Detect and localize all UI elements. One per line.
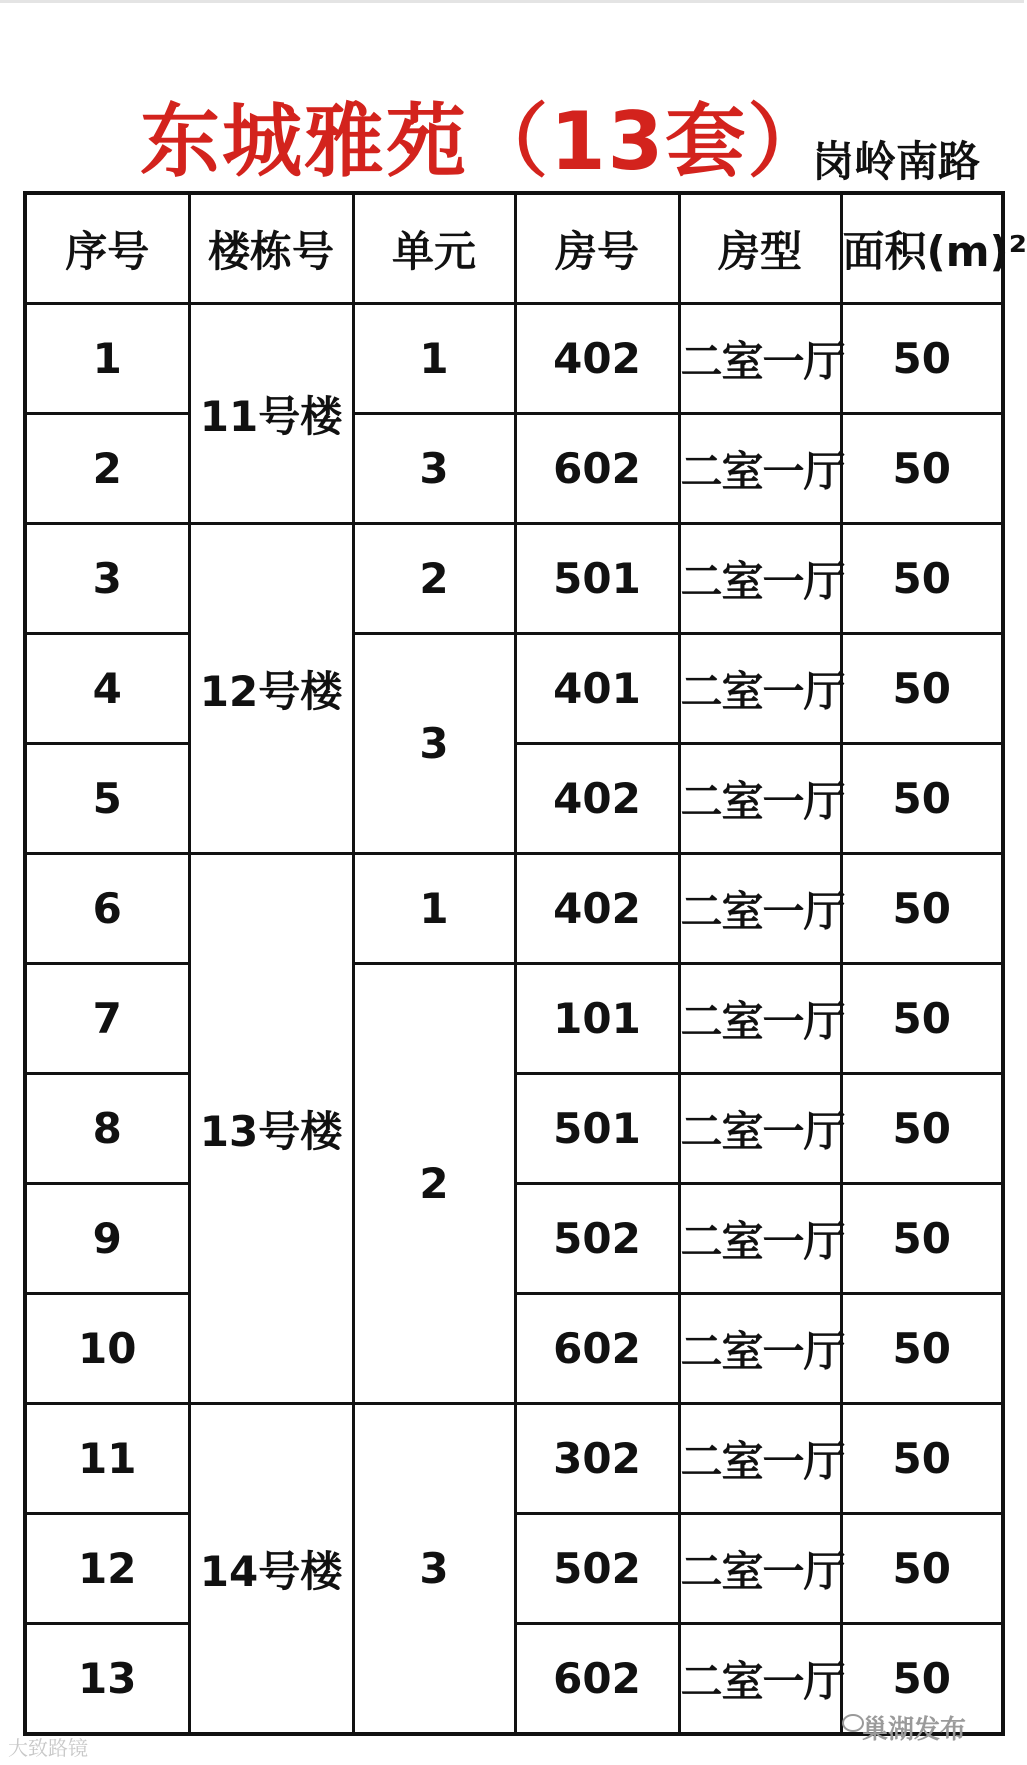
page-title: 东城雅苑（13套） [140, 95, 830, 188]
seq-cell: 3 [25, 524, 189, 634]
unit-cell: 3 [353, 634, 515, 854]
layout-cell: 二室一厅 [679, 854, 841, 964]
header-building: 楼栋号 [189, 193, 353, 304]
building-cell: 14号楼 [189, 1404, 353, 1735]
area-cell: 50 [841, 1514, 1003, 1624]
top-border-line [0, 0, 1024, 3]
layout-cell: 二室一厅 [679, 1184, 841, 1294]
header-layout: 房型 [679, 193, 841, 304]
room-cell: 602 [515, 1624, 679, 1735]
table-row [25, 854, 1003, 964]
area-cell: 50 [841, 1624, 1003, 1735]
seq-cell: 12 [25, 1514, 189, 1624]
unit-cell: 3 [353, 414, 515, 524]
layout-cell: 二室一厅 [679, 1624, 841, 1735]
area-cell: 50 [841, 744, 1003, 854]
layout-cell: 二室一厅 [679, 1074, 841, 1184]
table-row [25, 304, 1003, 414]
seq-cell: 7 [25, 964, 189, 1074]
room-cell: 401 [515, 634, 679, 744]
table-row [25, 964, 1003, 1074]
housing-table [23, 191, 1027, 1736]
room-cell: 501 [515, 1074, 679, 1184]
unit-cell: 2 [353, 964, 515, 1404]
room-cell: 101 [515, 964, 679, 1074]
room-cell: 402 [515, 744, 679, 854]
layout-cell: 二室一厅 [679, 1294, 841, 1404]
seq-cell: 8 [25, 1074, 189, 1184]
area-cell: 50 [841, 1404, 1003, 1514]
area-cell: 50 [841, 634, 1003, 744]
wechat-icon [842, 1714, 864, 1732]
seq-cell: 6 [25, 854, 189, 964]
area-cell: 50 [841, 1074, 1003, 1184]
area-cell: 50 [841, 1294, 1003, 1404]
unit-cell: 1 [353, 304, 515, 414]
table-row [25, 1404, 1003, 1514]
layout-cell: 二室一厅 [679, 1514, 841, 1624]
room-cell: 502 [515, 1514, 679, 1624]
area-cell: 50 [841, 1184, 1003, 1294]
location-label: 岗岭南路 [812, 137, 981, 186]
watermark-left: 大致路镜 [8, 1736, 88, 1760]
room-cell: 402 [515, 304, 679, 414]
seq-cell: 13 [25, 1624, 189, 1735]
watermark-right: 巢湖发布 [862, 1715, 967, 1745]
building-cell: 13号楼 [189, 854, 353, 1404]
room-cell: 402 [515, 854, 679, 964]
title-row [0, 92, 1024, 192]
room-cell: 602 [515, 1294, 679, 1404]
header-room: 房号 [515, 193, 679, 304]
unit-cell: 3 [353, 1404, 515, 1735]
seq-cell: 11 [25, 1404, 189, 1514]
seq-cell: 9 [25, 1184, 189, 1294]
layout-cell: 二室一厅 [679, 634, 841, 744]
area-cell: 50 [841, 524, 1003, 634]
table-header-row [25, 193, 1003, 304]
room-cell: 502 [515, 1184, 679, 1294]
layout-cell: 二室一厅 [679, 744, 841, 854]
layout-cell: 二室一厅 [679, 304, 841, 414]
room-cell: 602 [515, 414, 679, 524]
header-area: 面积(m)² [841, 193, 1003, 304]
unit-cell: 1 [353, 854, 515, 964]
room-cell: 501 [515, 524, 679, 634]
layout-cell: 二室一厅 [679, 414, 841, 524]
area-cell: 50 [841, 964, 1003, 1074]
area-cell: 50 [841, 414, 1003, 524]
table-row [25, 634, 1003, 744]
seq-cell: 1 [25, 304, 189, 414]
seq-cell: 5 [25, 744, 189, 854]
area-cell: 50 [841, 304, 1003, 414]
building-cell: 12号楼 [189, 524, 353, 854]
header-unit: 单元 [353, 193, 515, 304]
layout-cell: 二室一厅 [679, 1404, 841, 1514]
seq-cell: 4 [25, 634, 189, 744]
layout-cell: 二室一厅 [679, 964, 841, 1074]
area-cell: 50 [841, 854, 1003, 964]
building-cell: 11号楼 [189, 304, 353, 524]
room-cell: 302 [515, 1404, 679, 1514]
unit-cell: 2 [353, 524, 515, 634]
table-row [25, 524, 1003, 634]
seq-cell: 10 [25, 1294, 189, 1404]
header-seq: 序号 [25, 193, 189, 304]
table-row [25, 414, 1003, 524]
layout-cell: 二室一厅 [679, 524, 841, 634]
seq-cell: 2 [25, 414, 189, 524]
